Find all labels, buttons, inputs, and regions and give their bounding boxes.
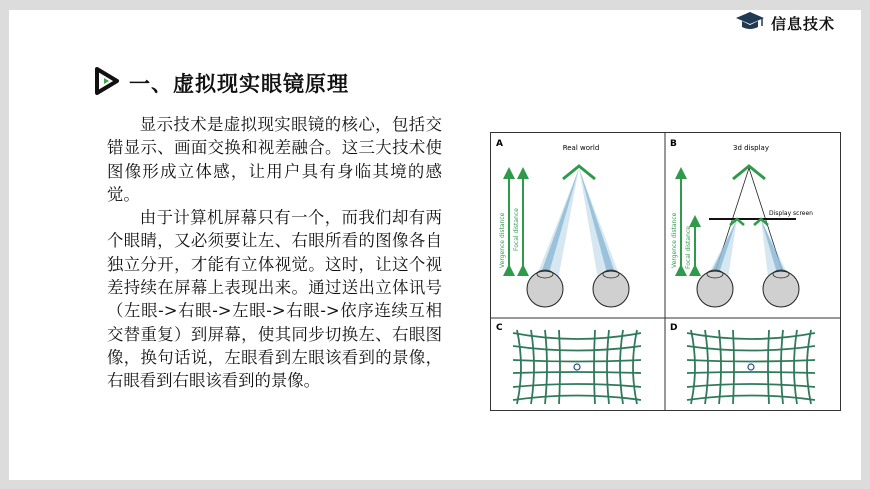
panel-b-vergence-label: Vergence distance [671,212,678,268]
subject-label: 信息技术 [771,14,836,33]
panel-a-vergence-label: Vergence distance [499,212,506,268]
panel-b-focal-label: Focal distance [685,226,692,269]
panel-d [670,323,815,404]
paragraph-1: 显示技术是虚拟现实眼镜的核心，包括交错显示、画面交换和视差融合。这三大技术使图像形成立体感，让用户具有身临其境的感觉。 [107,115,442,204]
panel-c-letter: C [496,323,503,333]
panel-a [496,139,629,307]
play-arrow-icon [93,66,121,100]
panel-b-screen-label: Display screen [769,210,813,217]
graduation-cap-icon [735,10,765,36]
panel-b [670,139,813,307]
panel-b-letter: B [670,139,677,149]
panel-a-letter: A [496,139,503,149]
section-heading [93,66,349,100]
body-text [107,113,442,393]
panel-a-caption: Real world [562,144,600,152]
panel-d-letter: D [670,323,678,333]
vr-principle-figure [490,132,841,411]
panel-c [496,323,641,404]
panel-a-focal-label: Focal distance [513,208,520,251]
section-title: 一、虚拟现实眼镜原理 [129,72,349,96]
paragraph-2: 由于计算机屏幕只有一个，而我们却有两个眼睛，又必须要让左、右眼所看的图像各自独立分开，才能有立体视觉。这时，让这个视差持续在屏幕上表现出来。通过送出立体讯号（左眼->右眼->左眼->右眼->依序连续互相交替重复）到屏幕，使其同步切换左、右眼图像，换句话说，左眼看到左眼该看到的景像，右眼看到右眼该看到的景像。 [107,208,442,391]
panel-b-caption: 3d display [733,144,769,152]
subject-badge [735,10,861,36]
